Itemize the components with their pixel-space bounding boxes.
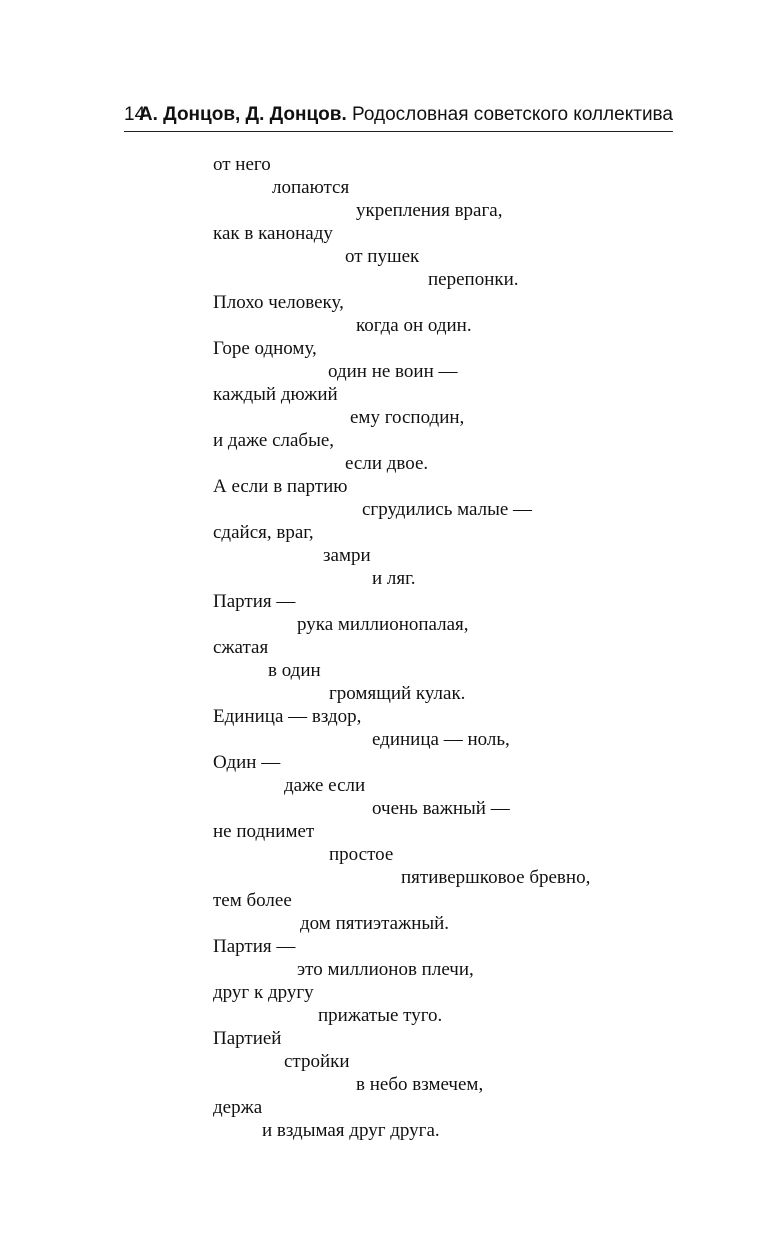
poem-line: и даже слабые, (213, 430, 335, 451)
poem-line: Один — (213, 752, 281, 773)
poem-line: тем более (213, 890, 292, 911)
poem-line: не поднимет (213, 821, 315, 842)
book-authors: А. Донцов, Д. Донцов. (138, 104, 347, 125)
poem-line: рука миллионопалая, (297, 614, 469, 635)
poem-line: в небо взмечем, (356, 1074, 484, 1095)
poem-line: прижатые туго. (318, 1005, 443, 1026)
poem-line: Партия — (213, 591, 296, 612)
poem-line: Единица — вздор, (213, 706, 362, 727)
poem-line: Партией (213, 1028, 282, 1049)
poem-line: от него (213, 154, 271, 175)
poem-line: и ляг. (372, 568, 416, 589)
poem-line: сдайся, враг, (213, 522, 314, 543)
running-header (124, 104, 673, 130)
poem-line: простое (329, 844, 394, 865)
poem-line: перепонки. (428, 269, 519, 290)
poem-line: держа (213, 1097, 263, 1118)
poem-line: в один (268, 660, 321, 681)
poem-line: ему господин, (350, 407, 465, 428)
poem-line: один не воин — (328, 361, 458, 382)
poem-line: Партия — (213, 936, 296, 957)
book-title: Родословная советского коллектива (352, 104, 673, 125)
poem-line: лопаются (272, 177, 350, 198)
poem-line: громящий кулак. (329, 683, 466, 704)
poem-line: как в канонаду (213, 223, 333, 244)
poem-line: Плохо человеку, (213, 292, 344, 313)
running-title (139, 104, 673, 126)
poem-line: и вздымая друг друга. (262, 1120, 440, 1141)
poem-line: дом пятиэтажный. (300, 913, 450, 934)
poem-line: пятивершковое бревно, (401, 867, 591, 888)
poem-line: это миллионов плечи, (297, 959, 474, 980)
poem-line: друг к другу (213, 982, 314, 1003)
poem-line: каждый дюжий (213, 384, 338, 405)
poem-line: А если в партию (213, 476, 348, 497)
poem-line: даже если (284, 775, 366, 796)
poem-line: стройки (284, 1051, 350, 1072)
poem-line: очень важный — (372, 798, 510, 819)
poem-line: от пушек (345, 246, 420, 267)
poem-line: единица — ноль, (372, 729, 510, 750)
poem-line: замри (323, 545, 371, 566)
poem-line: Горе одному, (213, 338, 317, 359)
poem-line: когда он один. (356, 315, 472, 336)
poem-line: сгрудились малые — (362, 499, 533, 520)
page-number: 14 (124, 104, 146, 125)
poem-line: укрепления врага, (356, 200, 503, 221)
header-rule (124, 131, 673, 132)
poem-line: сжатая (213, 637, 269, 658)
poem-line: если двое. (345, 453, 429, 474)
